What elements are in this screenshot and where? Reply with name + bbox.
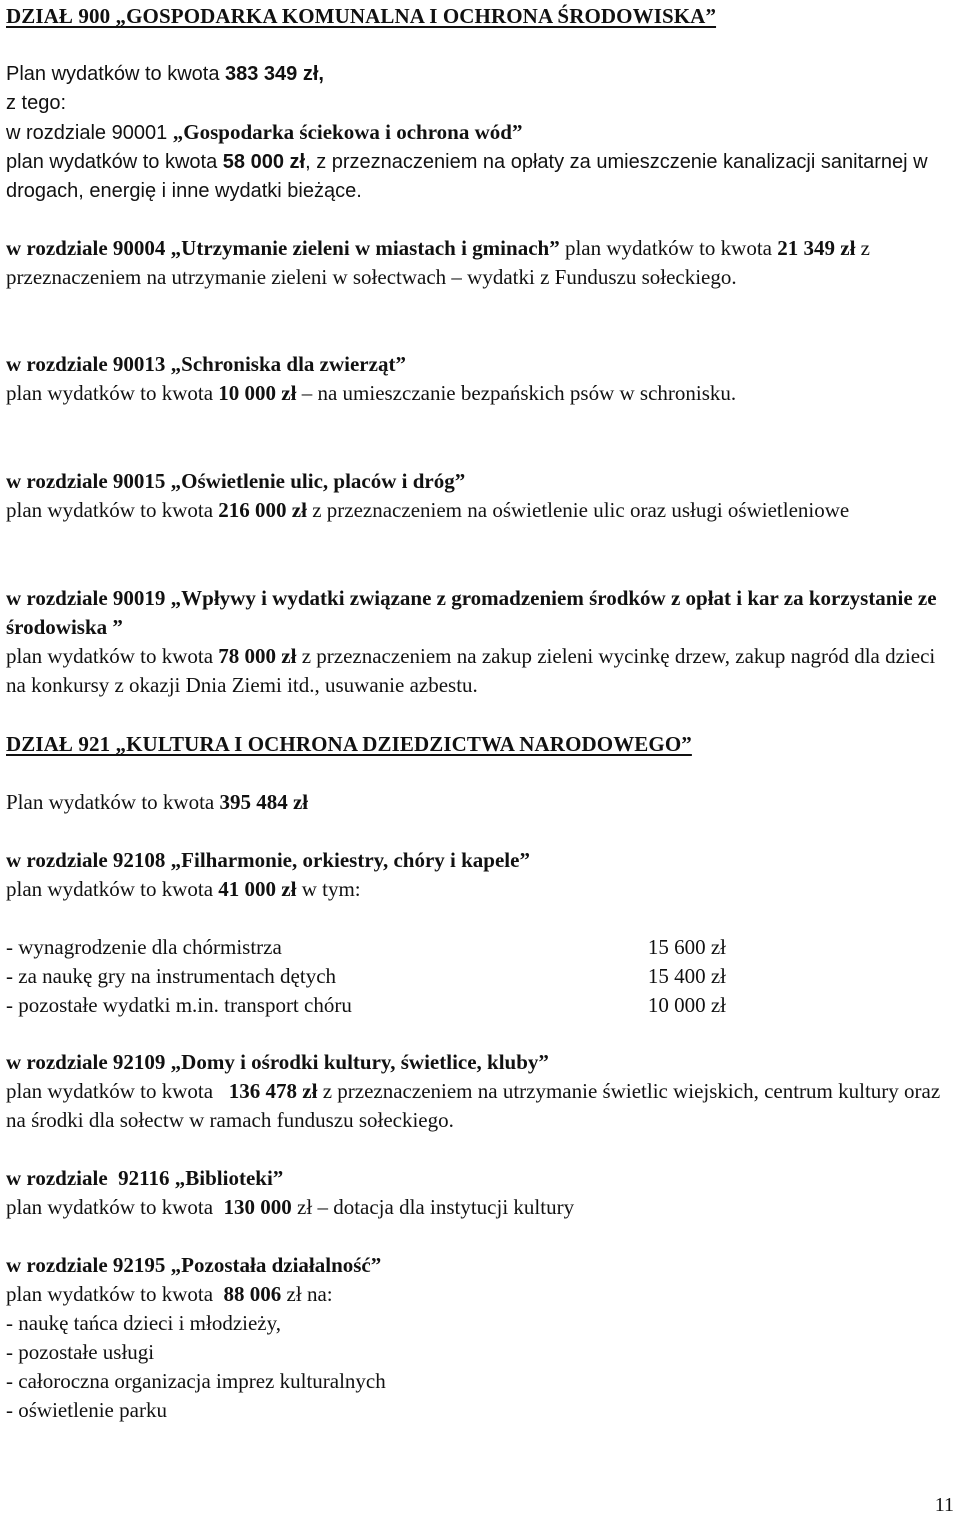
section-90013-heading: w rozdziale 90013 „Schroniska dla zwierząt” xyxy=(6,352,406,376)
section-92108 xyxy=(6,846,950,904)
section-90001-title: „Gospodarka ściekowa i ochrona wód” xyxy=(172,120,523,144)
section-90019-heading: w rozdziale 90019 „Wpływy i wydatki związane z gromadzeniem środków z opłat i kar za korzystanie ze środowiska ” xyxy=(6,586,937,639)
section-92195-amount: 88 006 xyxy=(223,1282,282,1306)
section-90004-desc: z przeznaczeniem na utrzymanie zieleni w sołectwach – wydatki z Funduszu sołeckiego. xyxy=(6,236,870,289)
section-90019-amount: 78 000 zł xyxy=(218,644,297,668)
section-92116-desc: zł – dotacja dla instytucji kultury xyxy=(291,1195,575,1219)
section-92195-plan-label: plan wydatków to kwota xyxy=(6,1282,224,1306)
section-90015-heading: w rozdziale 90015 „Oświetlenie ulic, placów i dróg” xyxy=(6,469,466,493)
section-90019 xyxy=(6,584,950,700)
section-90015-amount: 216 000 zł xyxy=(218,498,307,522)
section-90004-heading: w rozdziale 90004 „Utrzymanie zieleni w miastach i gminach” xyxy=(6,236,560,260)
plan-label: Plan wydatków to kwota xyxy=(6,63,225,85)
section-92116-plan-label: plan wydatków to kwota xyxy=(6,1195,224,1219)
section-92109-desc: z przeznaczeniem na utrzymanie świetlic wiejskich, centrum kultury oraz na środki dla sołectw w ramach funduszu sołeckiego. xyxy=(6,1079,941,1132)
section-90004-amount: 21 349 zł xyxy=(777,236,856,260)
section-92108-amount: 41 000 zł xyxy=(218,877,297,901)
section-90019-desc: z przeznaczeniem na zakup zieleni wycinkę drzew, zakup nagród dla dzieci na konkursy z okazji Dnia Ziemi itd., usuwanie azbestu. xyxy=(6,644,936,697)
dzial-921-heading: DZIAŁ 921 „KULTURA I OCHRONA DZIEDZICTWA NARODOWEGO” xyxy=(6,732,692,756)
plan-amount: 395 484 zł xyxy=(219,790,309,814)
section-92108-suffix: w tym: xyxy=(296,877,361,901)
section-92108-cost-list xyxy=(6,933,726,1020)
section-92195-suffix: zł na: xyxy=(281,1282,333,1306)
section-90001-desc: , z przeznaczeniem na opłaty za umieszczenie kanalizacji sanitarnej w drogach, energię i inne wydatki bieżące. xyxy=(6,151,928,202)
section-92195 xyxy=(6,1251,950,1425)
cost-row xyxy=(6,991,726,1020)
cost-amount: 10 000 zł xyxy=(647,993,726,1017)
section-90004 xyxy=(6,234,950,292)
page-number: 11 xyxy=(934,1494,954,1516)
section-90015-plan-label: plan wydatków to kwota xyxy=(6,498,219,522)
section-90015-desc: z przeznaczeniem na oświetlenie ulic oraz usługi oświetleniowe xyxy=(306,498,850,522)
cost-label: - za naukę gry na instrumentach dętych xyxy=(6,964,337,988)
list-item: - pozostałe usługi xyxy=(6,1340,155,1364)
dzial-900-plan xyxy=(6,60,950,89)
section-92109-heading: w rozdziale 92109 „Domy i ośrodki kultury, świetlice, kluby” xyxy=(6,1050,549,1074)
section-92116-amount: 130 000 xyxy=(223,1195,292,1219)
section-90001-plan-label: plan wydatków to kwota xyxy=(6,151,223,173)
plan-label: Plan wydatków to kwota xyxy=(6,790,220,814)
z-tego: z tego: xyxy=(6,92,67,114)
section-90001 xyxy=(6,118,950,206)
section-92116 xyxy=(6,1164,950,1222)
cost-amount: 15 600 zł xyxy=(647,935,726,959)
section-92109 xyxy=(6,1048,950,1135)
section-90004-plan-label: plan wydatków to kwota xyxy=(559,236,778,260)
cost-row xyxy=(6,962,726,991)
list-item: - naukę tańca dzieci i młodzieży, xyxy=(6,1311,281,1335)
section-92109-amount: 136 478 zł xyxy=(228,1079,318,1103)
section-90013-plan-label: plan wydatków to kwota xyxy=(6,381,219,405)
section-90001-amount: 58 000 zł xyxy=(222,151,306,173)
cost-label: - wynagrodzenie dla chórmistrza xyxy=(6,935,282,959)
cost-amount: 15 400 zł xyxy=(647,964,726,988)
list-item: - oświetlenie parku xyxy=(6,1398,167,1422)
list-item: - całoroczna organizacja imprez kulturalnych xyxy=(6,1369,386,1393)
section-92109-plan-label: plan wydatków to kwota xyxy=(6,1079,229,1103)
section-92195-heading: w rozdziale 92195 „Pozostała działalność” xyxy=(6,1253,382,1277)
section-90013 xyxy=(6,350,950,408)
dzial-900-heading: DZIAŁ 900 „GOSPODARKA KOMUNALNA I OCHRONA ŚRODOWISKA” xyxy=(6,4,717,28)
plan-amount: 383 349 zł, xyxy=(225,63,324,85)
section-92116-heading: w rozdziale 92116 „Biblioteki” xyxy=(6,1166,284,1190)
section-90015 xyxy=(6,467,950,525)
dzial-921-plan xyxy=(6,788,950,817)
cost-row xyxy=(6,933,726,962)
section-92108-plan-label: plan wydatków to kwota xyxy=(6,877,219,901)
section-90013-amount: 10 000 zł xyxy=(218,381,297,405)
section-92108-heading: w rozdziale 92108 „Filharmonie, orkiestry, chóry i kapele” xyxy=(6,848,530,872)
section-90013-desc: – na umieszczanie bezpańskich psów w schronisku. xyxy=(296,381,737,405)
cost-label: - pozostałe wydatki m.in. transport chóru xyxy=(6,993,352,1017)
section-90019-plan-label: plan wydatków to kwota xyxy=(6,644,219,668)
section-90001-prefix: w rozdziale 90001 xyxy=(6,122,173,144)
